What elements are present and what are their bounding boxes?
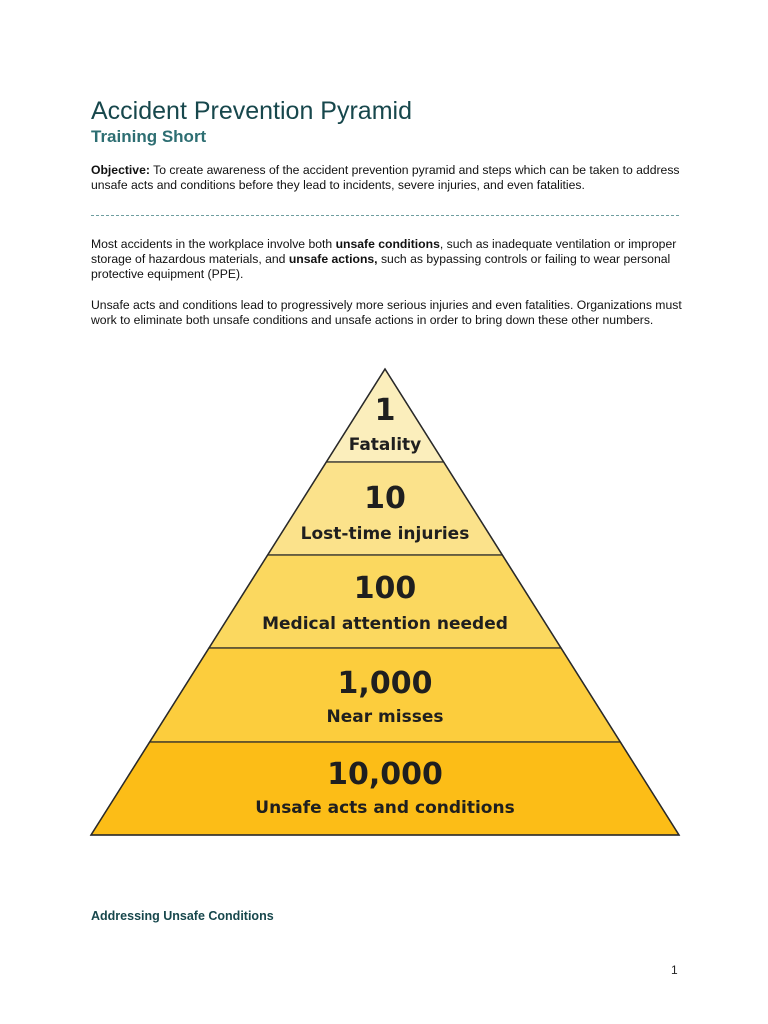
intro-text-1: Most accidents in the workplace involve both xyxy=(91,237,336,251)
page-number: 1 xyxy=(671,963,678,977)
tier-3-number: 100 xyxy=(353,571,417,606)
tier-1-number: 1 xyxy=(374,393,396,428)
page-title: Accident Prevention Pyramid xyxy=(91,97,412,125)
intro-bold-unsafe-conditions: unsafe conditions xyxy=(335,237,440,251)
section-heading: Addressing Unsafe Conditions xyxy=(91,909,274,923)
tier-5-label: Unsafe acts and conditions xyxy=(255,798,515,818)
objective-text: To create awareness of the accident prevention pyramid and steps which can be taken to address unsafe acts and conditions before they lead to incidents, severe injuries, and even fatalities. xyxy=(91,163,680,192)
intro-text-2: , such as inadequate ventilation or improper storage of hazardous materials, and xyxy=(91,237,677,266)
page-subtitle: Training Short xyxy=(91,127,207,146)
explanation-paragraph: Unsafe acts and conditions lead to progressively more serious injuries and even fatalities. Organizations must work to eliminate both unsafe conditions and unsafe actions in order to bring down these other numbers. xyxy=(91,298,682,327)
pyramid-tier-4 xyxy=(327,666,444,727)
tier-2-label: Lost-time injuries xyxy=(300,524,470,544)
tier-2-number: 10 xyxy=(364,481,406,516)
tier-5-number: 10,000 xyxy=(327,757,443,792)
intro-text-3: such as bypassing controls or failing to wear personal protective equipment (PPE). xyxy=(91,252,671,281)
tier-3-label: Medical attention needed xyxy=(262,614,508,634)
intro-bold-unsafe-actions: unsafe actions, xyxy=(288,252,378,266)
tier-4-number: 1,000 xyxy=(337,666,433,701)
objective-label: Objective: xyxy=(91,163,150,177)
tier-1-label: Fatality xyxy=(348,435,422,455)
tier-4-label: Near misses xyxy=(326,707,444,727)
